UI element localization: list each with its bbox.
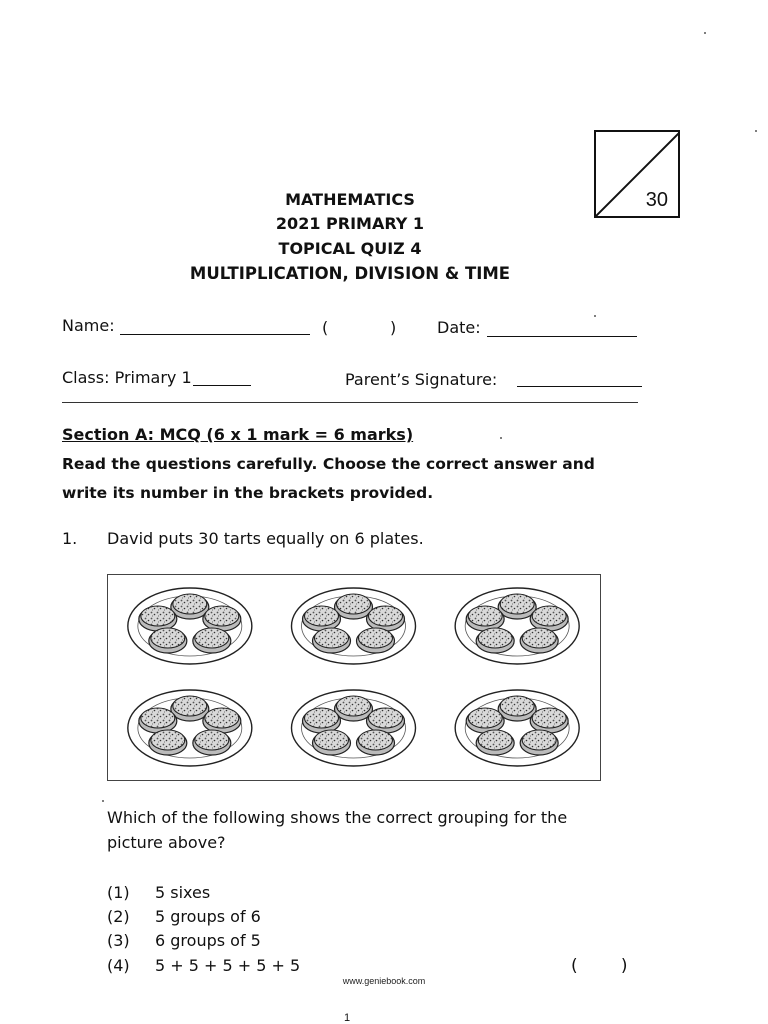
tart [357,628,395,653]
question-stem-line-2: picture above? [107,833,226,852]
index-bracket-open: ( [322,318,329,337]
option-2-text: 5 groups of 6 [155,907,261,926]
scan-speck [704,32,706,34]
question-text: David puts 30 tarts equally on 6 plates. [107,529,424,548]
footer-url: www.geniebook.com [342,976,426,986]
scan-speck [594,315,596,317]
page-number: 1 [343,1012,351,1024]
parent-signature-label: Parent’s Signature: [345,370,498,389]
scan-speck [755,130,757,132]
plate [128,588,252,664]
instruction-line-2: write its number in the brackets provided. [62,484,434,502]
tart [520,730,558,755]
tart [313,730,351,755]
title-year-level: 2021 PRIMARY 1 [275,214,425,233]
title-quiz: TOPICAL QUIZ 4 [278,239,422,258]
tart [530,708,568,733]
header-divider [62,402,638,403]
name-blank[interactable] [120,334,310,335]
tart [466,606,504,631]
title-subject: MATHEMATICS [285,190,415,209]
tart [149,730,187,755]
tart [303,606,341,631]
option-4-text: 5 + 5 + 5 + 5 + 5 [155,956,301,975]
tart [193,628,231,653]
scan-speck [102,800,104,802]
option-3-text: 6 groups of 5 [155,931,261,950]
plate [128,690,252,766]
option-1-text: 5 sixes [155,883,211,902]
tarts-illustration [108,575,599,779]
tart [476,628,514,653]
date-label: Date: [437,318,481,337]
score-total: 30 [645,189,668,211]
tart [139,708,177,733]
date-blank[interactable] [487,336,637,337]
tart [303,708,341,733]
tart [367,606,405,631]
plate [292,690,416,766]
tart [139,606,177,631]
tarts-picture [107,574,601,781]
tart [530,606,568,631]
option-1-label: (1) [107,883,130,902]
plate [292,588,416,664]
plate [455,588,579,664]
plate [455,690,579,766]
question-stem-line-1: Which of the following shows the correct grouping for the [107,808,568,827]
tart [367,708,405,733]
tart [357,730,395,755]
tart [193,730,231,755]
tart [313,628,351,653]
tart [203,606,241,631]
option-3-label: (3) [107,931,130,950]
index-bracket-close: ) [390,318,397,337]
tart [520,628,558,653]
parent-signature-blank[interactable] [517,386,642,387]
question-number: 1. [62,529,78,548]
class-blank[interactable] [193,385,251,386]
name-label: Name: [62,316,115,335]
option-2-label: (2) [107,907,130,926]
tart [203,708,241,733]
instruction-line-1: Read the questions carefully. Choose the correct answer and [62,455,595,473]
scan-speck [500,437,502,439]
class-label: Class: Primary 1 [62,368,192,387]
tart [149,628,187,653]
tart [476,730,514,755]
option-4-label: (4) [107,956,130,975]
answer-bracket[interactable]: ( ) [571,956,628,976]
title-topics: MULTIPLICATION, DIVISION & TIME [189,264,511,283]
section-heading: Section A: MCQ (6 x 1 mark = 6 marks) [62,425,414,444]
tart [466,708,504,733]
